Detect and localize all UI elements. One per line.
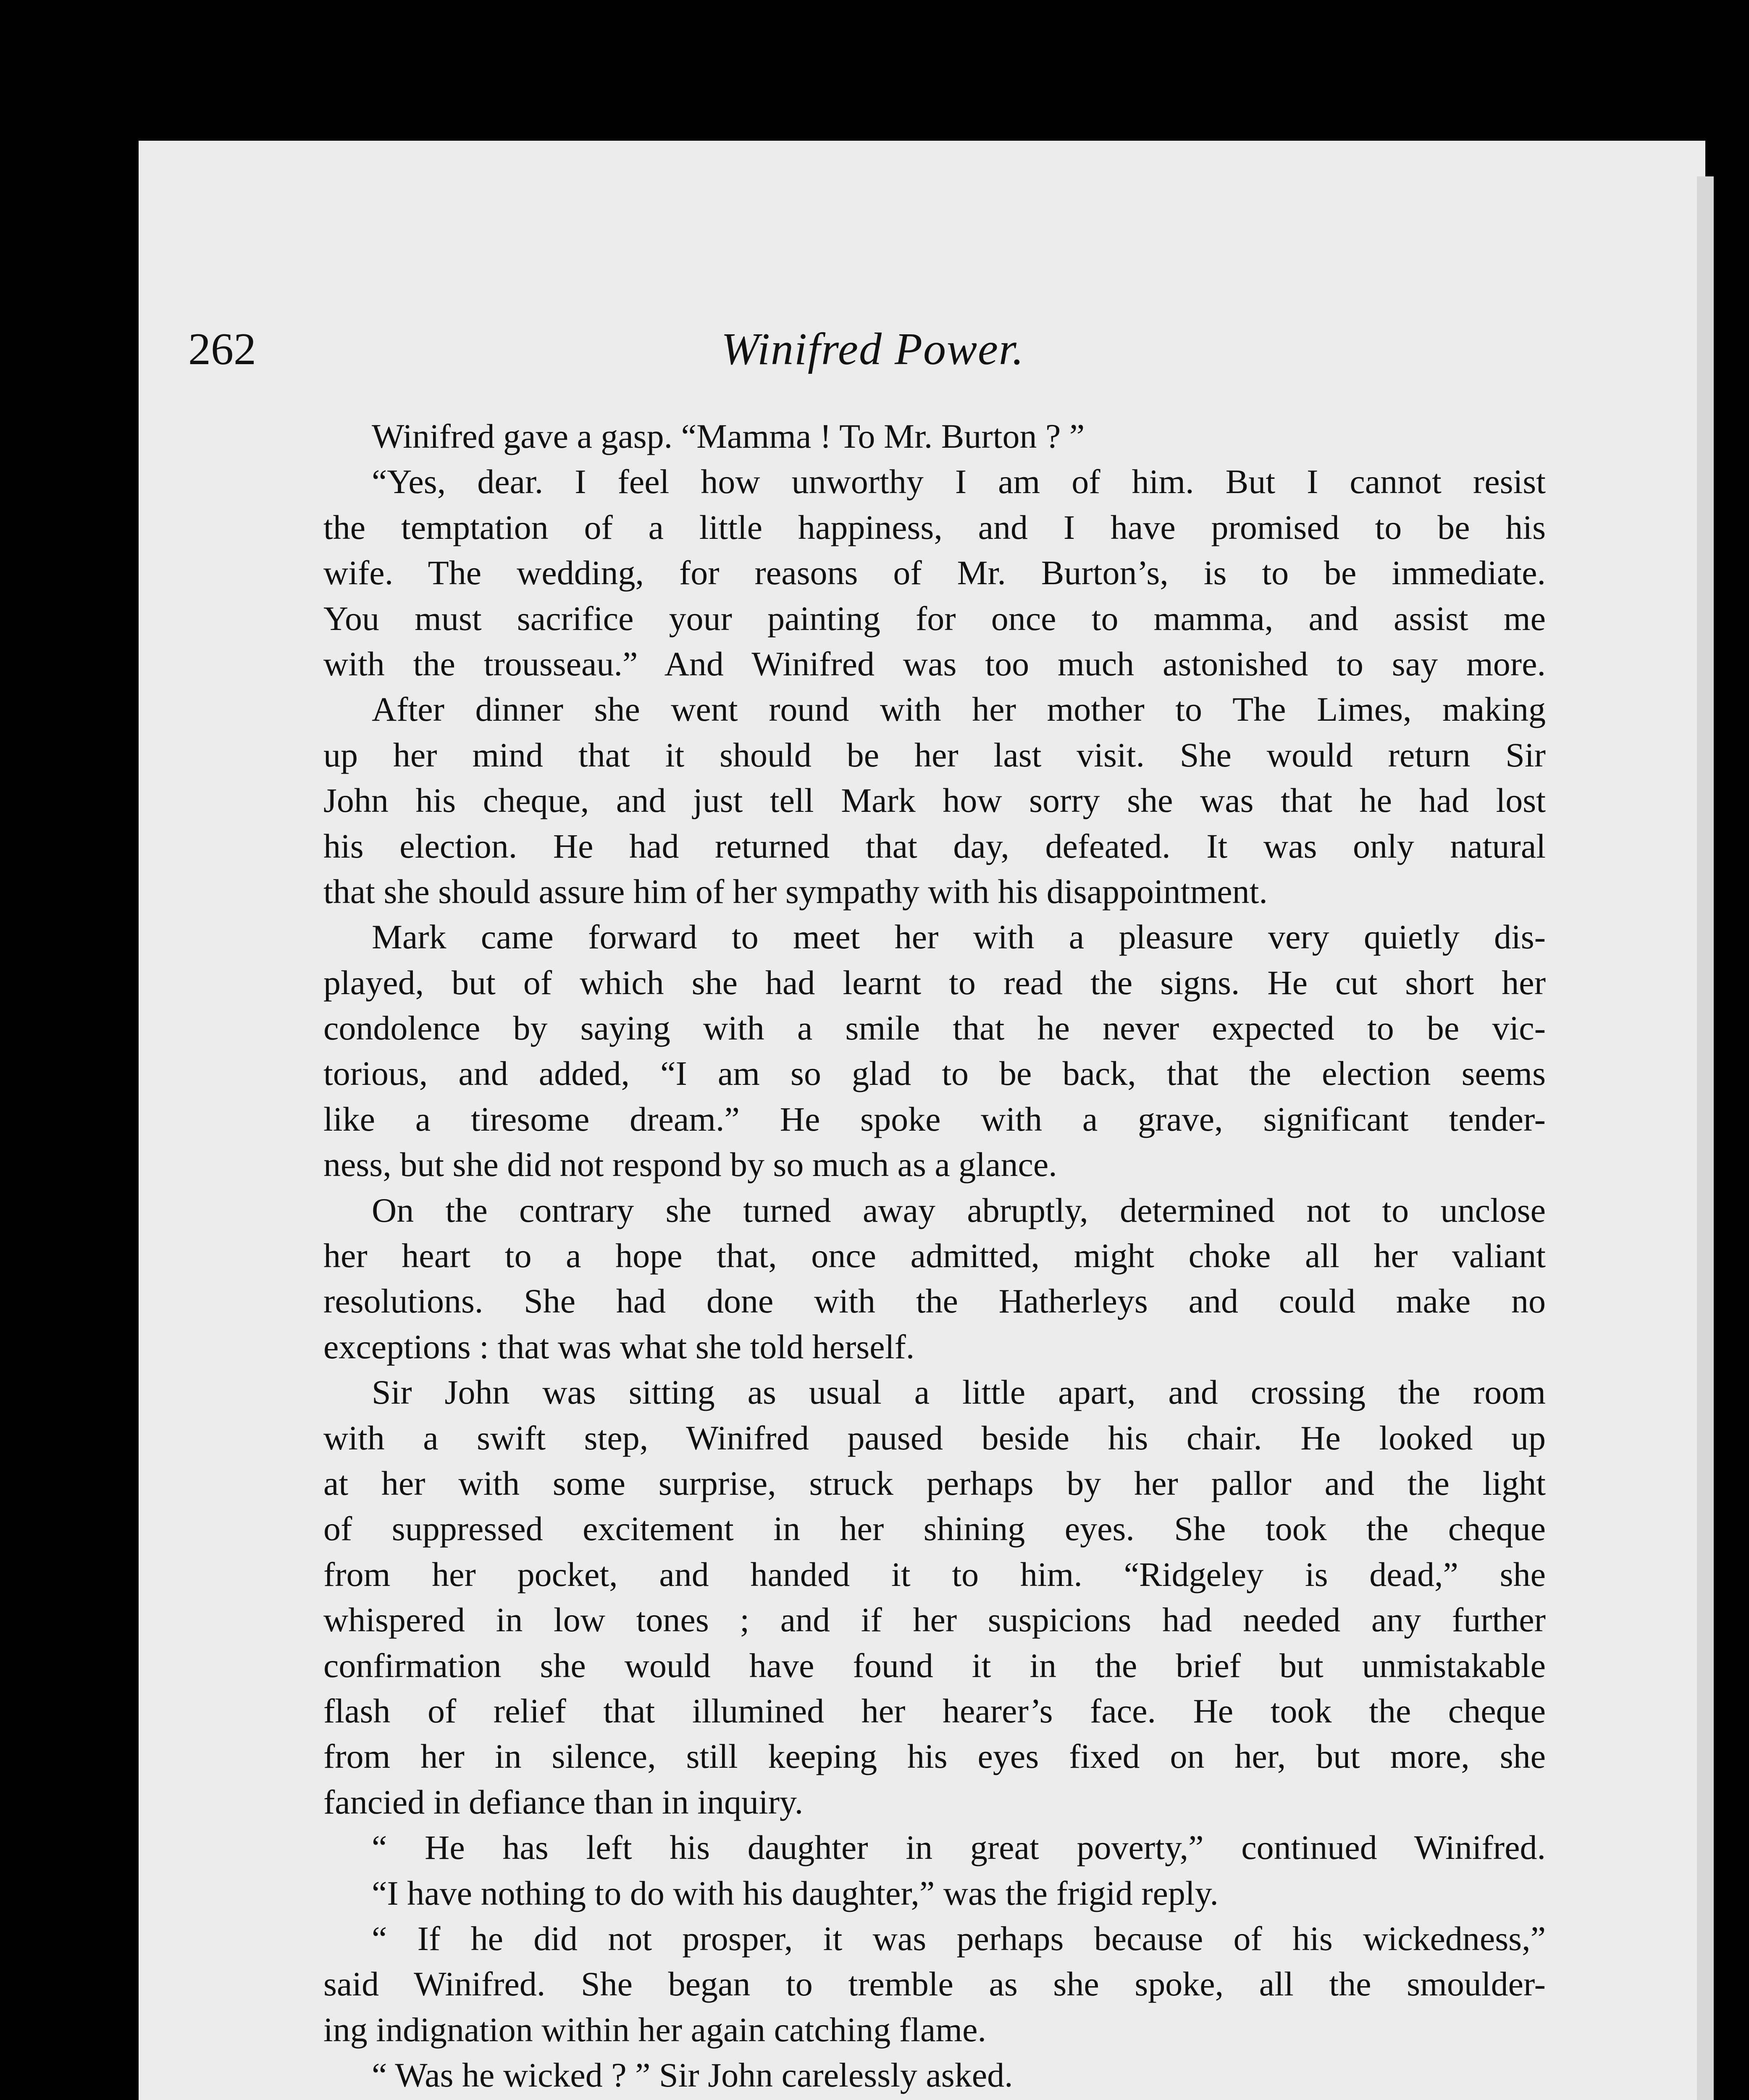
- page-header: [188, 323, 1557, 386]
- text-line: fancied in defiance than in inquiry.: [323, 1782, 804, 1821]
- text-line: at her with some surprise, struck perhaps by her pallor and the light: [323, 1464, 1546, 1502]
- text-line: You must sacrifice your painting for once to mamma, and assist me: [323, 599, 1546, 638]
- text-line: “ Was he wicked ? ” Sir John carelessly asked.: [372, 2056, 1013, 2095]
- text-line: Mark came forward to meet her with a pleasure very quietly dis-: [372, 918, 1546, 956]
- running-title: Winifred Power.: [721, 324, 1024, 374]
- text-line: played, but of which she had learnt to read the signs. He cut short her: [323, 963, 1546, 1002]
- text-line: John his cheque, and just tell Mark how sorry she was that he had lost: [323, 781, 1546, 820]
- text-line: ing indignation within her again catching flame.: [323, 2010, 987, 2049]
- text-line: “I have nothing to do with his daughter,” was the frigid reply.: [372, 1874, 1219, 1912]
- text-line: On the contrary she turned away abruptly, determined not to unclose: [372, 1191, 1546, 1229]
- body-text: [323, 414, 1546, 2100]
- text-line: resolutions. She had done with the Hatherleys and could make no: [323, 1282, 1546, 1320]
- text-line: After dinner she went round with her mother to The Limes, making: [372, 690, 1546, 729]
- text-line: exceptions : that was what she told herself.: [323, 1327, 915, 1366]
- text-line: ness, but she did not respond by so much as a glance.: [323, 1145, 1057, 1184]
- text-line: of suppressed excitement in her shining eyes. She took the cheque: [323, 1509, 1546, 1548]
- text-line: up her mind that it should be her last visit. She would return Sir: [323, 735, 1546, 774]
- text-line: that she should assure him of her sympathy with his disappointment.: [323, 872, 1268, 911]
- text-line: with a swift step, Winifred paused beside his chair. He looked up: [323, 1418, 1546, 1457]
- text-line: Sir John was sitting as usual a little apart, and crossing the room: [372, 1373, 1546, 1412]
- text-line: confirmation she would have found it in the brief but unmistakable: [323, 1646, 1546, 1685]
- text-line: said Winifred. She began to tremble as she spoke, all the smoulder-: [323, 1965, 1546, 2003]
- text-line: from her in silence, still keeping his eyes fixed on her, but more, she: [323, 1737, 1546, 1776]
- text-line: torious, and added, “I am so glad to be back, that the election seems: [323, 1054, 1546, 1093]
- text-line: Winifred gave a gasp. “Mamma ! To Mr. Burton ? ”: [372, 417, 1085, 455]
- text-line: like a tiresome dream.” He spoke with a grave, significant tender-: [323, 1100, 1546, 1138]
- text-line: “Yes, dear. I feel how unworthy I am of him. But I cannot resist: [372, 462, 1546, 501]
- text-line: “ He has left his daughter in great poverty,” continued Winifred.: [372, 1828, 1546, 1867]
- text-line: the temptation of a little happiness, and I have promised to be his: [323, 508, 1546, 546]
- text-line: his election. He had returned that day, defeated. It was only natural: [323, 827, 1546, 865]
- text-line: “ If he did not prosper, it was perhaps because of his wickedness,”: [372, 1919, 1546, 1958]
- page-number: 262: [188, 324, 256, 374]
- text-line: from her pocket, and handed it to him. “Ridgeley is dead,” she: [323, 1555, 1546, 1593]
- page-edge: [1697, 176, 1714, 2100]
- text-line: condolence by saying with a smile that he never expected to be vic-: [323, 1009, 1546, 1047]
- text-line: [323, 2098, 1546, 2100]
- text-line: flash of relief that illumined her hearer’s face. He took the cheque: [323, 1691, 1546, 1730]
- text-line: whispered in low tones ; and if her suspicions had needed any further: [323, 1601, 1546, 1639]
- text-line: wife. The wedding, for reasons of Mr. Burton’s, is to be immediate.: [323, 554, 1546, 592]
- text-line: her heart to a hope that, once admitted, might choke all her valiant: [323, 1236, 1546, 1275]
- text-line: with the trousseau.” And Winifred was too much astonished to say more.: [323, 644, 1546, 683]
